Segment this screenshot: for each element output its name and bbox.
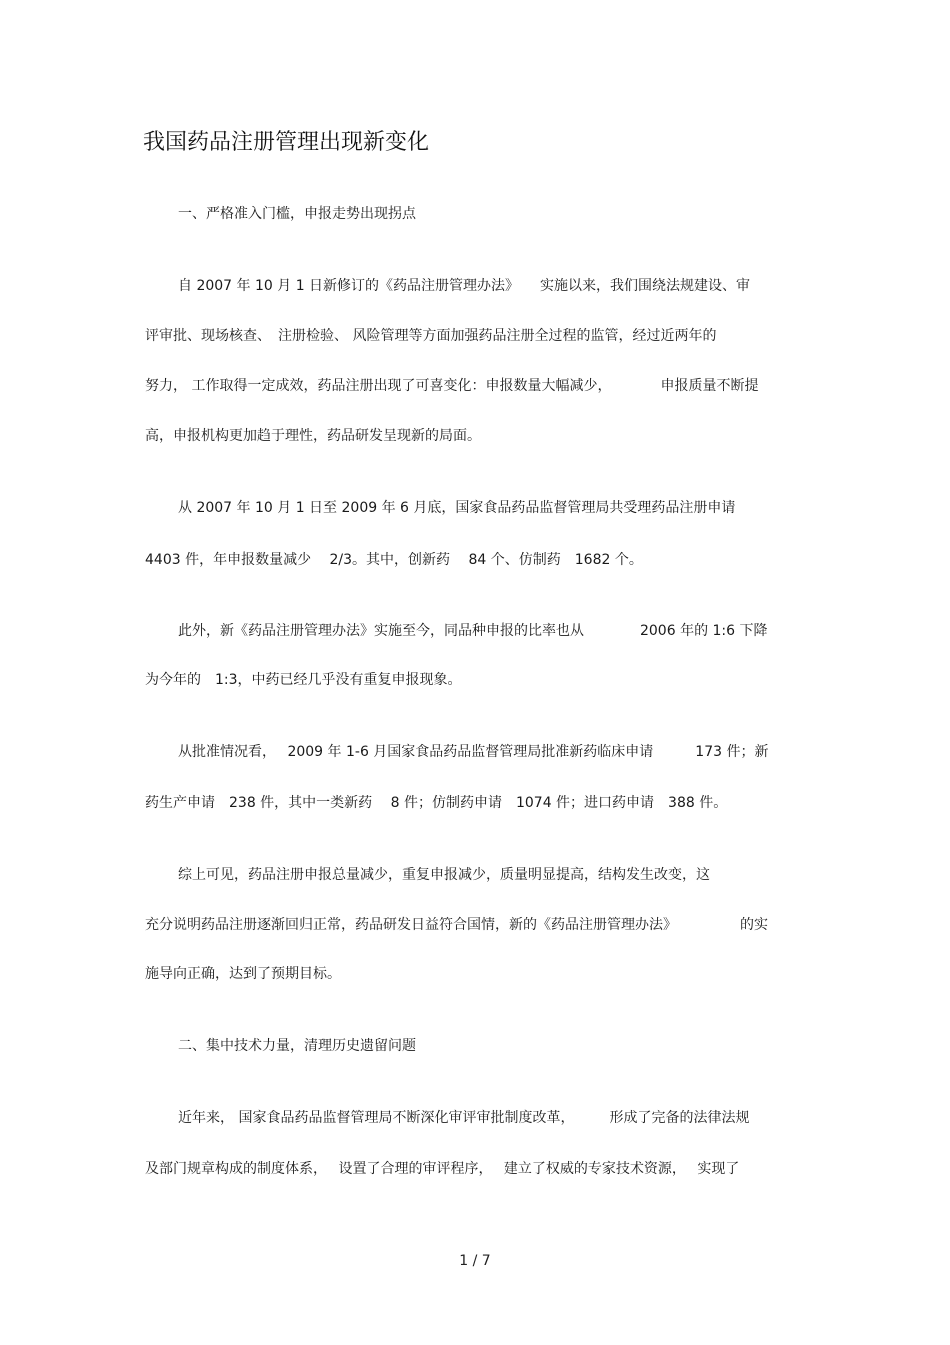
paragraph-line: 此外，新《药品注册管理办法》实施至今，同品种申报的比率也从 2006 年的 1:6 下降 — [178, 623, 768, 639]
paragraph-line: 4403 件，年申报数量减少 2/3。其中，创新药 84 个、仿制药 1682 个。 — [145, 552, 643, 568]
paragraph-line: 施导向正确，达到了预期目标。 — [145, 966, 341, 982]
paragraph-line: 努力， 工作取得一定成效，药品注册出现了可喜变化：申报数量大幅减少， 申报质量不断提 — [145, 378, 759, 394]
paragraph-line: 近年来， 国家食品药品监督管理局不断深化审评审批制度改革， 形成了完备的法律法规 — [178, 1110, 750, 1126]
paragraph-line: 从批准情况看， 2009 年 1-6 月国家食品药品监督管理局批准新药临床申请 173 件；新 — [178, 744, 769, 760]
paragraph-line: 评审批、现场核查、 注册检验、 风险管理等方面加强药品注册全过程的监管，经过近两年的 — [145, 328, 717, 344]
paragraph-line: 为今年的 1:3，中药已经几乎没有重复申报现象。 — [145, 672, 462, 688]
paragraph-line: 综上可见，药品注册申报总量减少，重复申报减少，质量明显提高，结构发生改变，这 — [178, 867, 710, 883]
paragraph-line: 及部门规章构成的制度体系， 设置了合理的审评程序， 建立了权威的专家技术资源， 实现了 — [145, 1161, 740, 1177]
paragraph-line: 药生产申请 238 件，其中一类新药 8 件；仿制药申请 1074 件；进口药申请 388 件。 — [145, 795, 728, 811]
paragraph-line: 充分说明药品注册逐渐回归正常，药品研发日益符合国情，新的《药品注册管理办法》 的实 — [145, 917, 768, 933]
section-heading-1: 一、严格准入门槛，申报走势出现拐点 — [178, 206, 416, 222]
page-number: 1 / 7 — [459, 1253, 491, 1269]
paragraph-line: 自 2007 年 10 月 1 日新修订的《药品注册管理办法》 实施以来，我们围绕法规建设、审 — [178, 278, 751, 294]
section-heading-2: 二、集中技术力量，清理历史遗留问题 — [178, 1038, 416, 1054]
paragraph-line: 高，申报机构更加趋于理性，药品研发呈现新的局面。 — [145, 428, 481, 444]
paragraph-line: 从 2007 年 10 月 1 日至 2009 年 6 月底，国家食品药品监督管理局共受理药品注册申请 — [178, 500, 736, 516]
page-title: 我国药品注册管理出现新变化 — [143, 130, 430, 155]
